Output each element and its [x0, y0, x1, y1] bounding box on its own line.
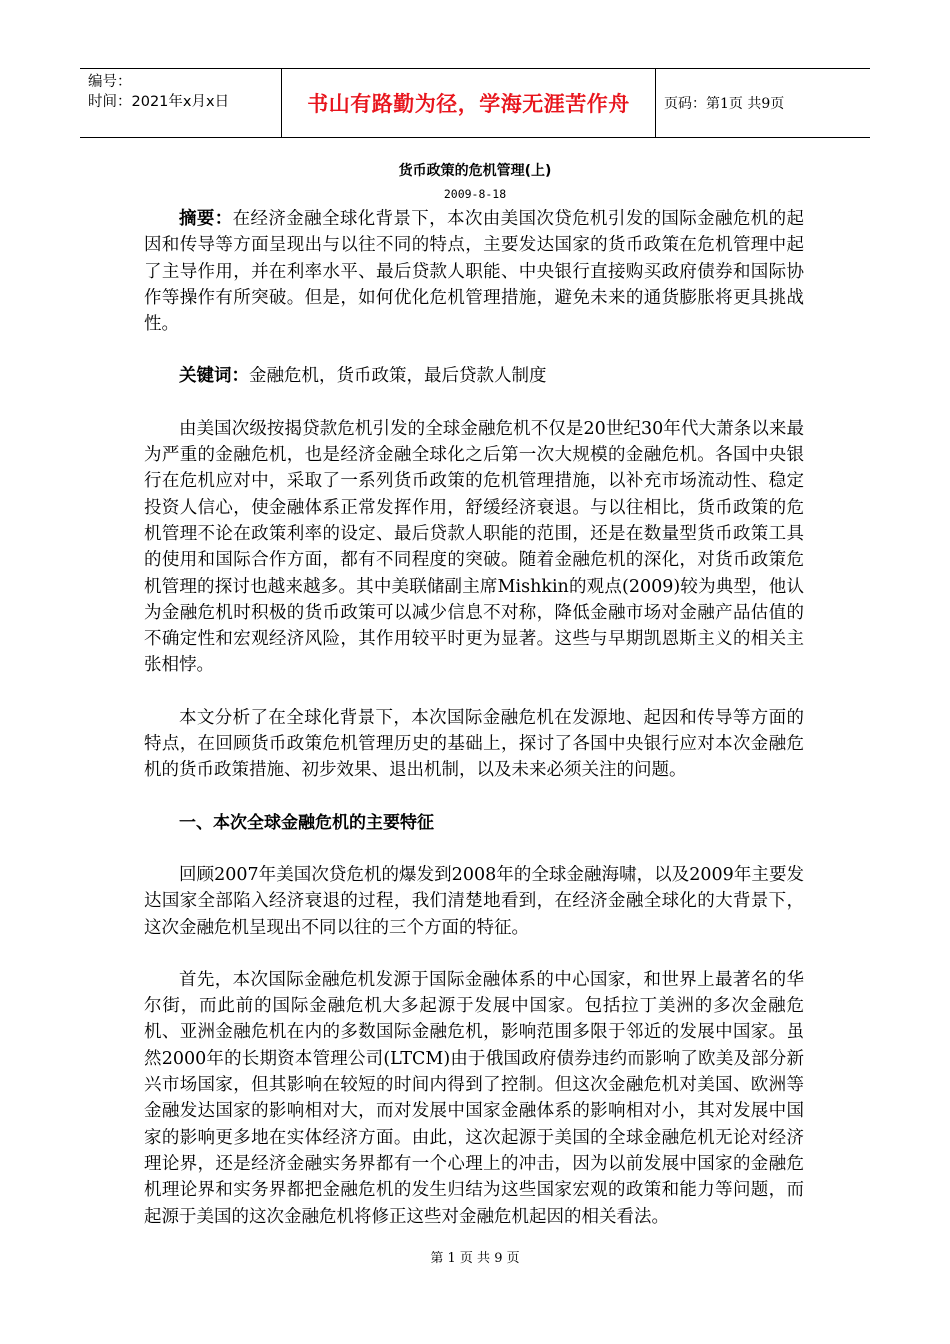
abstract-paragraph [144, 206, 804, 337]
document-date: 2009-8-18 [443, 187, 507, 201]
paragraph-2: 本文分析了在全球化背景下，本次国际金融危机在发源地、起因和传导等方面的特点，在回顾货币政策危机管理历史的基础上，探讨了各国中央银行应对本次金融危机的货币政策措施、初步效果、退出机制，以及未来必须关注的问题。 [144, 707, 804, 781]
keywords-label: 关键词： [179, 366, 249, 387]
paragraph-3: 回顾2007年美国次贷危机的爆发到2008年的全球金融海啸，以及2009年主要发达国家全部陷入经济衰退的过程，我们清楚地看到，在经济金融全球化的大背景下，这次金融危机呈现出不同以往的三个方面的特征。 [144, 864, 804, 938]
section-heading-1: 一、本次全球金融危机的主要特征 [179, 812, 434, 833]
number-label: 编号： [88, 74, 132, 90]
header-motto: 书山有路勤为径，学海无涯苦作舟 [282, 69, 656, 137]
abstract-label: 摘要： [179, 209, 233, 229]
time-label: 时间：2021年x月x日 [88, 94, 230, 110]
document-body [144, 206, 804, 1230]
keywords-paragraph [144, 363, 804, 389]
header-page-label: 页码：第1页 共9页 [664, 96, 785, 112]
paragraph-1: 由美国次级按揭贷款危机引发的全球金融危机不仅是20世纪30年代大萧条以来最为严重的金融危机，也是经济金融全球化之后第一次大规模的金融危机。各国中央银行在危机应对中，采取了一系列货币政策的危机管理措施，以补充市场流动性、稳定投资人信心，使金融体系正常发挥作用，舒缓经济衰退。与以往相比，货币政策的危机管理不论在政策利率的设定、最后贷款人职能的范围，还是在数量型货币政策工具的使用和国际合作方面，都有不同程度的突破。随着金融危机的深化，对货币政策危机管理的探讨也越来越多。其中美联储副主席Mishkin的观点(2009)较为典型，他认为金融危机时积极的货币政策可以减少信息不对称，降低金融市场对金融产品估值的不确定性和宏观经济风险，其作用较平时更为显著。这些与早期凯恩斯主义的相关主张相悖。 [144, 418, 804, 676]
header-meta [80, 69, 282, 137]
keywords-text: 金融危机，货币政策，最后贷款人制度 [249, 366, 547, 387]
page-footer: 第 1 页 共 9 页 [430, 1251, 520, 1266]
paragraph-4: 首先，本次国际金融危机发源于国际金融体系的中心国家，和世界上最著名的华尔街，而此前的国际金融危机大多起源于发展中国家。包括拉丁美洲的多次金融危机、亚洲金融危机在内的多数国际金融危机，影响范围多限于邻近的发展中国家。虽然2000年的长期资本管理公司(LTCM)由于俄国政府债券违约而影响了欧美及部分新兴市场国家，但其影响在较短的时间内得到了控制。但这次金融危机对美国、欧洲等金融发达国家的影响相对大，而对发展中国家金融体系的影响相对小，其对发展中国家的影响更多地在实体经济方面。由此，这次起源于美国的全球金融危机无论对经济理论界，还是经济金融实务界都有一个心理上的冲击，因为以前发展中国家的金融危机理论界和实务界都把金融危机的发生归结为这些国家宏观的政策和能力等问题，而起源于美国的这次金融危机将修正这些对金融危机起因的相关看法。 [144, 969, 804, 1227]
abstract-text: 在经济金融全球化背景下，本次由美国次贷危机引发的国际金融危机的起因和传导等方面呈现出与以往不同的特点，主要发达国家的货币政策在危机管理中起了主导作用，并在利率水平、最后贷款人职能、中央银行直接购买政府债券和国际协作等操作有所突破。但是，如何优化危机管理措施，避免未来的通货膨胀将更具挑战性。 [144, 209, 805, 335]
header-table [80, 68, 870, 138]
document-title: 货币政策的危机管理(上) [398, 163, 552, 179]
